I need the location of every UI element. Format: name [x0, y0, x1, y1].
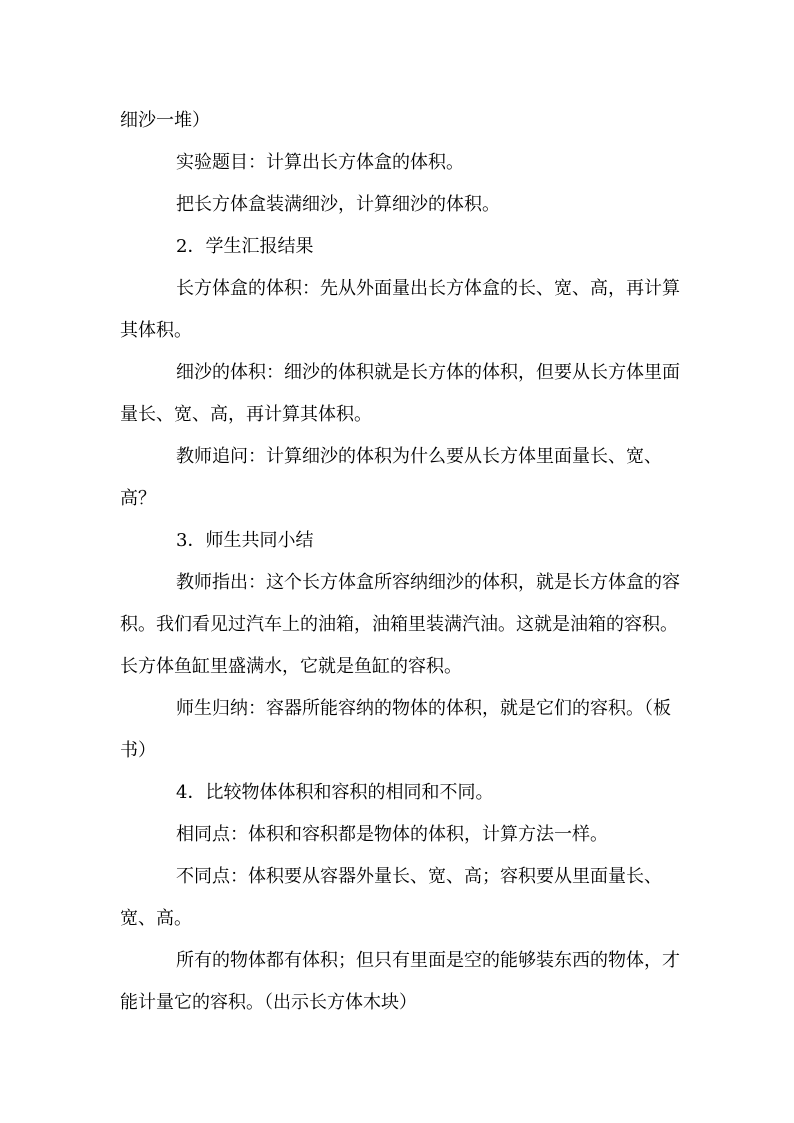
paragraph-similarity: 相同点：体积和容积都是物体的体积，计算方法一样。: [176, 824, 608, 845]
paragraph-teacher-question: 教师追问：计算细沙的体积为什么要从长方体里面量长、宽、高？: [120, 446, 662, 509]
heading-compare: 4．比较物体体积和容积的相同和不同。: [176, 782, 494, 803]
paragraph-sand-volume: 细沙的体积：细沙的体积就是长方体的体积，但要从长方体里面量长、宽、高，再计算其体积。: [120, 362, 680, 425]
heading-student-report: 2．学生汇报结果: [176, 236, 314, 257]
paragraph-materials-end: 细沙一堆）: [120, 110, 210, 131]
paragraph-box-volume: 长方体盒的体积：先从外面量出长方体盒的长、宽、高，再计算其体积。: [120, 278, 680, 341]
paragraph-conclusion: 师生归纳：容器所能容纳的物体的体积，就是它们的容积。（板书）: [120, 698, 671, 761]
paragraph-experiment-title: 实验题目：计算出长方体盒的体积。: [176, 152, 464, 173]
paragraph-all-objects: 所有的物体都有体积；但只有里面是空的能够装东西的物体，才能计量它的容积。（出示长方体木块）: [120, 950, 680, 1013]
paragraph-teacher-points-out: 教师指出：这个长方体盒所容纳细沙的体积，就是长方体盒的容积。我们看见过汽车上的油箱，油箱里装满汽油。这就是油箱的容积。长方体鱼缸里盛满水，它就是鱼缸的容积。: [120, 572, 680, 677]
paragraph-difference: 不同点：体积要从容器外量长、宽、高；容积要从里面量长、宽、高。: [120, 866, 662, 929]
document-body: [120, 100, 686, 1024]
paragraph-fill-sand: 把长方体盒装满细沙，计算细沙的体积。: [176, 194, 500, 215]
heading-summary: 3．师生共同小结: [176, 530, 314, 551]
